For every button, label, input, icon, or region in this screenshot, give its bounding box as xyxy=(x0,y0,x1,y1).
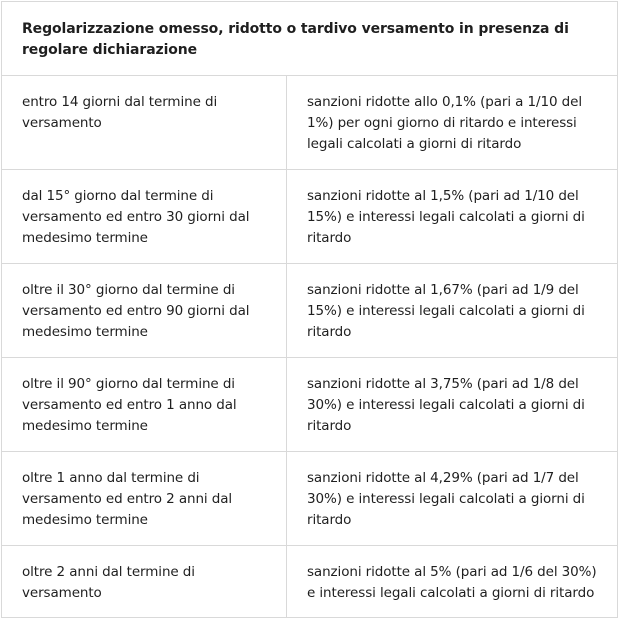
period-cell: oltre il 30° giorno dal termine di versamento ed entro 90 giorni dal medesimo termine xyxy=(2,264,287,357)
table-row xyxy=(2,170,617,264)
table-row xyxy=(2,452,617,546)
period-cell: oltre il 90° giorno dal termine di versamento ed entro 1 anno dal medesimo termine xyxy=(2,358,287,451)
table-row xyxy=(2,264,617,358)
penalty-cell: sanzioni ridotte al 3,75% (pari ad 1/8 del 30%) e interessi legali calcolati a giorni di ritardo xyxy=(307,376,585,434)
period-cell: dal 15° giorno dal termine di versamento ed entro 30 giorni dal medesimo termine xyxy=(2,170,287,263)
table-row xyxy=(2,546,617,617)
penalty-cell: sanzioni ridotte al 1,67% (pari ad 1/9 del 15%) e interessi legali calcolati a giorni di ritardo xyxy=(307,282,585,340)
penalty-table xyxy=(1,1,618,618)
penalty-cell: sanzioni ridotte al 5% (pari ad 1/6 del 30%) e interessi legali calcolati a giorni di ritardo xyxy=(307,564,597,601)
period-cell: oltre 1 anno dal termine di versamento ed entro 2 anni dal medesimo termine xyxy=(2,452,287,545)
penalty-cell: sanzioni ridotte al 1,5% (pari ad 1/10 del 15%) e interessi legali calcolati a giorni di ritardo xyxy=(307,188,585,246)
penalty-cell: sanzioni ridotte al 4,29% (pari ad 1/7 del 30%) e interessi legali calcolati a giorni di ritardo xyxy=(307,470,585,528)
table-title: Regolarizzazione omesso, ridotto o tardivo versamento in presenza di regolare dichiarazione xyxy=(2,2,617,76)
penalty-cell: sanzioni ridotte allo 0,1% (pari a 1/10 del 1%) per ogni giorno di ritardo e interessi legali calcolati a giorni di ritardo xyxy=(307,94,582,152)
table-row xyxy=(2,358,617,452)
period-cell: entro 14 giorni dal termine di versamento xyxy=(2,76,287,169)
period-cell: oltre 2 anni dal termine di versamento xyxy=(2,546,287,617)
table-row xyxy=(2,76,617,170)
